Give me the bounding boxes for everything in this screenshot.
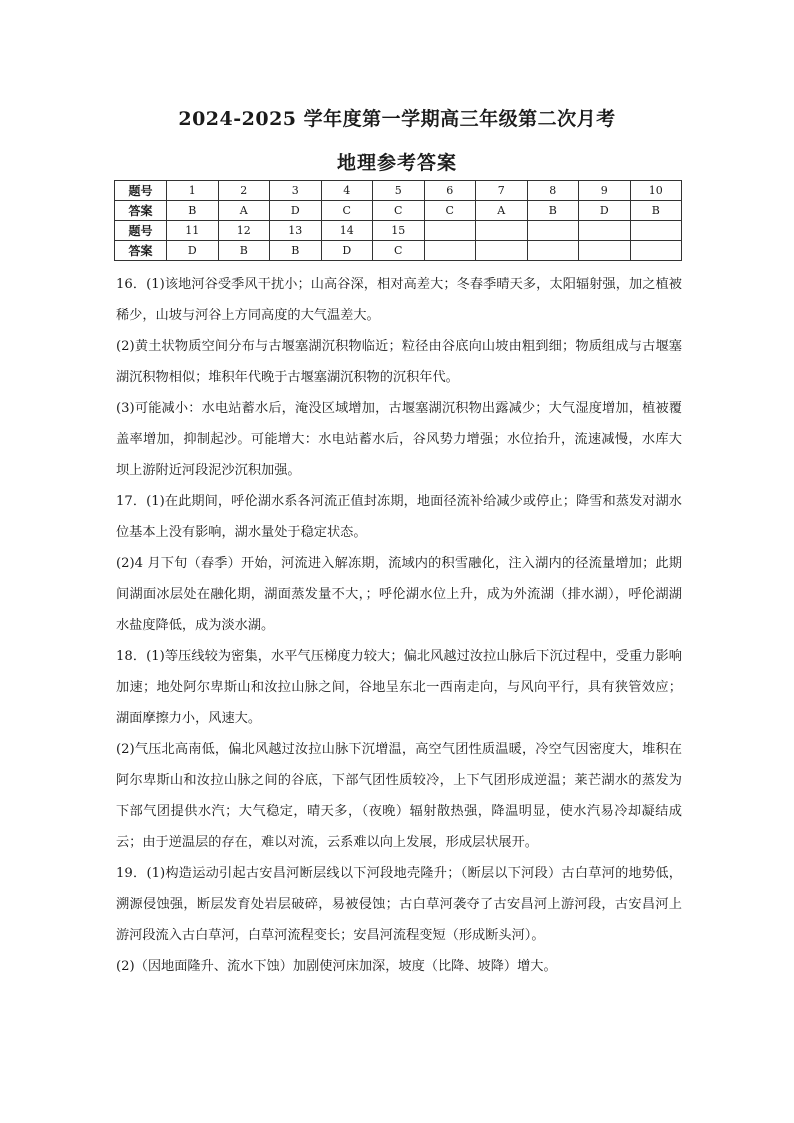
answer-paragraph-18-2: (2)气压北高南低，偏北风越过汝拉山脉下沉增温，高空气团性质温暖，冷空气因密度大，堆积在阿尔卑斯山和汝拉山脉之间的谷底，下部气团性质较冷，上下气团形成逆温；莱芒湖水的蒸发为下部气团提供水汽；大气稳定，晴天多，（夜晚）辐射散热强，降温明显，使水汽易冷却凝结成云；由于逆温层的存在，难以对流，云系难以向上发展，形成层状展开。	[116, 742, 682, 850]
table-cell: 2	[218, 181, 270, 201]
answer-explanations	[116, 269, 682, 982]
table-cell: D	[167, 241, 219, 261]
table-cell: 题号	[115, 181, 167, 201]
table-cell	[476, 241, 528, 261]
table-cell: 15	[373, 221, 425, 241]
answer-paragraph-18-1: 18．(1)等压线较为密集，水平气压梯度力较大；偏北风越过汝拉山脉后下沉过程中，受重力影响加速；地处阿尔卑斯山和汝拉山脉之间，谷地呈东北一西南走向，与风向平行，具有狭管效应；湖面摩擦力小，风速大。	[116, 649, 682, 726]
table-cell: 3	[270, 181, 322, 201]
table-cell: C	[321, 201, 373, 221]
answer-paragraph-17-1: 17．(1)在此期间，呼伦湖水系各河流正值封冻期，地面径流补给减少或停止；降雪和蒸发对湖水位基本上没有影响，湖水量处于稳定状态。	[116, 494, 682, 540]
table-cell: 12	[218, 221, 270, 241]
table-cell: 11	[167, 221, 219, 241]
table-cell	[579, 241, 631, 261]
answer-paragraph-16-3: (3)可能减小：水电站蓄水后，淹没区域增加，古堰塞湖沉积物出露减少；大气湿度增加，植被覆盖率增加，抑制起沙。可能增大：水电站蓄水后，谷风势力增强；水位抬升，流速减慢，水库大坝上游附近河段泥沙沉积加强。	[116, 401, 682, 478]
table-cell: A	[218, 201, 270, 221]
answer-paragraph-16-2: (2)黄土状物质空间分布与古堰塞湖沉积物临近；粒径由谷底向山坡由粗到细；物质组成与古堰塞湖沉积物相似；堆积年代晚于古堰塞湖沉积物的沉积年代。	[116, 339, 682, 385]
table-cell	[424, 221, 476, 241]
table-cell: B	[527, 201, 579, 221]
table-cell: 6	[424, 181, 476, 201]
answer-paragraph-19-1: 19．(1)构造运动引起古安昌河断层线以下河段地壳隆升；（断层以下河段）古白草河的地势低，溯源侵蚀强，断层发育处岩层破碎，易被侵蚀；古白草河袭夺了古安昌河上游河段，古安昌河上游河段流入古白草河，白草河流程变长；安昌河流程变短（形成断头河）。	[116, 866, 682, 943]
table-cell: 答案	[115, 241, 167, 261]
table-row-answers-1	[115, 201, 682, 221]
table-cell	[476, 221, 528, 241]
page-subtitle: 地理参考答案	[336, 152, 457, 174]
table-cell	[630, 221, 682, 241]
table-cell: 10	[630, 181, 682, 201]
page-title: 2024-2025 学年度第一学期高三年级第二次月考	[178, 108, 616, 130]
table-cell: 答案	[115, 201, 167, 221]
table-cell: 13	[270, 221, 322, 241]
table-cell: D	[270, 201, 322, 221]
table-cell: 8	[527, 181, 579, 201]
table-cell: D	[321, 241, 373, 261]
table-row-question-numbers-2	[115, 221, 682, 241]
table-cell	[527, 221, 579, 241]
table-row-question-numbers-1	[115, 181, 682, 201]
table-cell	[527, 241, 579, 261]
answer-paragraph-19-2: (2)（因地面隆升、流水下蚀）加剧使河床加深，坡度（比降、坡降）增大。	[116, 959, 557, 974]
table-cell: B	[630, 201, 682, 221]
table-cell: C	[373, 241, 425, 261]
table-cell: 9	[579, 181, 631, 201]
table-cell	[579, 221, 631, 241]
table-cell: B	[218, 241, 270, 261]
table-cell: C	[424, 201, 476, 221]
table-cell: 5	[373, 181, 425, 201]
answer-table	[114, 180, 682, 261]
table-cell: 14	[321, 221, 373, 241]
table-cell: A	[476, 201, 528, 221]
table-cell	[424, 241, 476, 261]
answer-paragraph-17-2: (2)4 月下旬（春季）开始，河流进入解冻期，流域内的积雪融化，注入湖内的径流量增加；此期间湖面冰层处在融化期，湖面蒸发量不大，；呼伦湖水位上升，成为外流湖（排水湖），呼伦湖湖水盐度降低，成为淡水湖。	[116, 556, 682, 633]
table-cell: B	[270, 241, 322, 261]
table-cell: 1	[167, 181, 219, 201]
table-row-answers-2	[115, 241, 682, 261]
answer-paragraph-16-1: 16．(1)该地河谷受季风干扰小；山高谷深，相对高差大；冬春季晴天多，太阳辐射强，加之植被稀少，山坡与河谷上方同高度的大气温差大。	[116, 277, 682, 323]
table-cell	[630, 241, 682, 261]
table-cell: 4	[321, 181, 373, 201]
table-cell: D	[579, 201, 631, 221]
table-cell: 7	[476, 181, 528, 201]
table-cell: 题号	[115, 221, 167, 241]
table-cell: B	[167, 201, 219, 221]
table-cell: C	[373, 201, 425, 221]
